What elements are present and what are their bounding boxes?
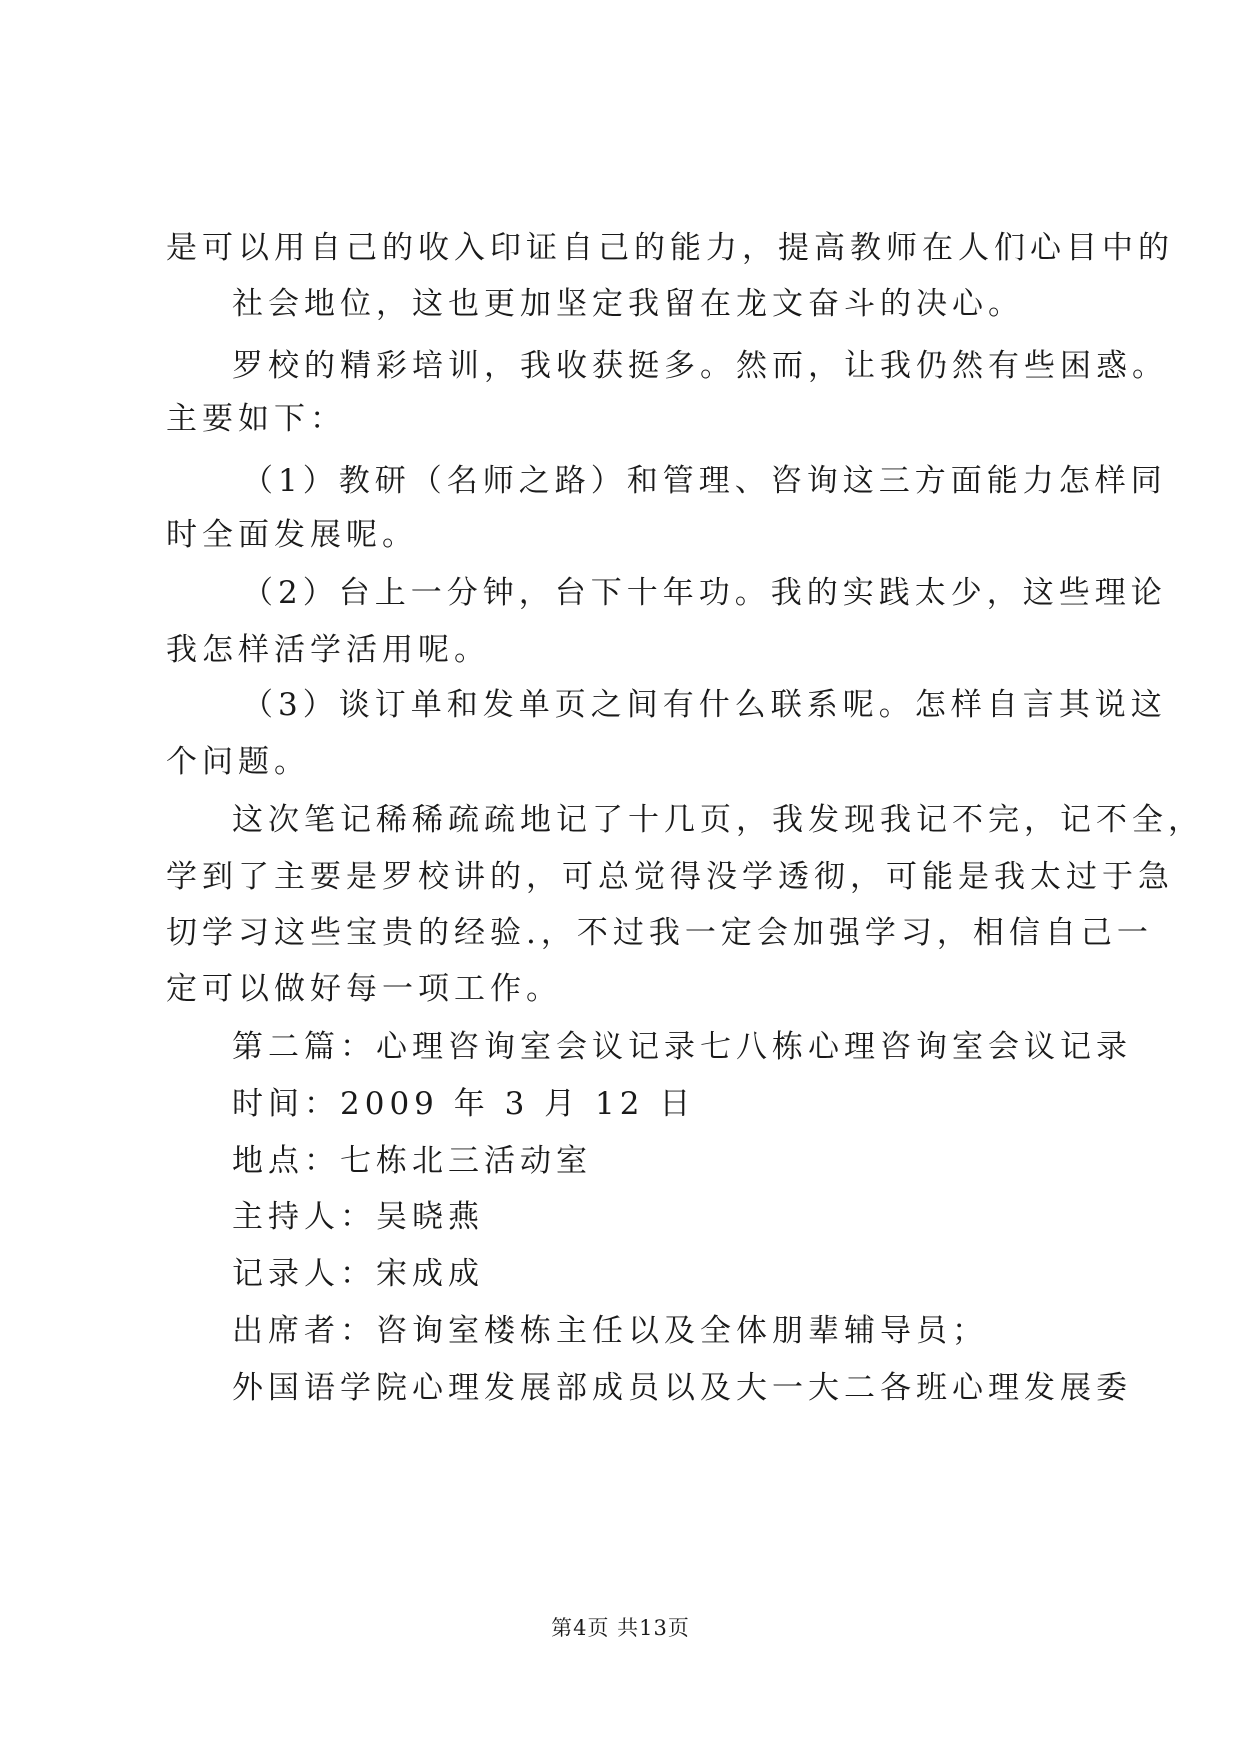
list-item-1: （1）教研（名师之路）和管理、咨询这三方面能力怎样同 — [242, 463, 1167, 499]
text-line: 社会地位，这也更加坚定我留在龙文奋斗的决心。 — [232, 286, 1024, 322]
meeting-time: 时间：2009 年 3 月 12 日 — [232, 1086, 696, 1122]
text-line: 是可以用自己的收入印证自己的能力，提高教师在人们心目中的 — [166, 230, 1174, 266]
meeting-recorder: 记录人：宋成成 — [232, 1256, 484, 1292]
meeting-attendees: 出席者：咨询室楼栋主任以及全体朋辈辅导员； — [232, 1313, 988, 1349]
list-item-3: （3）谈订单和发单页之间有什么联系呢。怎样自言其说这 — [242, 687, 1167, 723]
text-line: 外国语学院心理发展部成员以及大一大二各班心理发展委 — [232, 1370, 1132, 1406]
text-line: 切学习这些宝贵的经验.，不过我一定会加强学习，相信自己一 — [166, 915, 1153, 951]
page-number: 第4页 共13页 — [551, 1616, 690, 1640]
text-line: 个问题。 — [166, 744, 310, 780]
text-line: 主要如下： — [166, 401, 346, 437]
paragraph-start: 这次笔记稀稀疏疏地记了十几页，我发现我记不完，记不全， — [232, 802, 1204, 838]
meeting-location: 地点：七栋北三活动室 — [232, 1143, 592, 1179]
text-line: 时全面发展呢。 — [166, 517, 418, 553]
meeting-host: 主持人：吴晓燕 — [232, 1199, 484, 1235]
list-item-2: （2）台上一分钟，台下十年功。我的实践太少，这些理论 — [242, 575, 1167, 611]
text-line: 定可以做好每一项工作。 — [166, 971, 562, 1007]
text-line: 我怎样活学活用呢。 — [166, 632, 490, 668]
text-line: 学到了主要是罗校讲的，可总觉得没学透彻，可能是我太过于急 — [166, 859, 1174, 895]
section-heading: 第二篇：心理咨询室会议记录七八栋心理咨询室会议记录 — [232, 1029, 1132, 1065]
paragraph-start: 罗校的精彩培训，我收获挺多。然而，让我仍然有些困惑。 — [232, 348, 1168, 384]
